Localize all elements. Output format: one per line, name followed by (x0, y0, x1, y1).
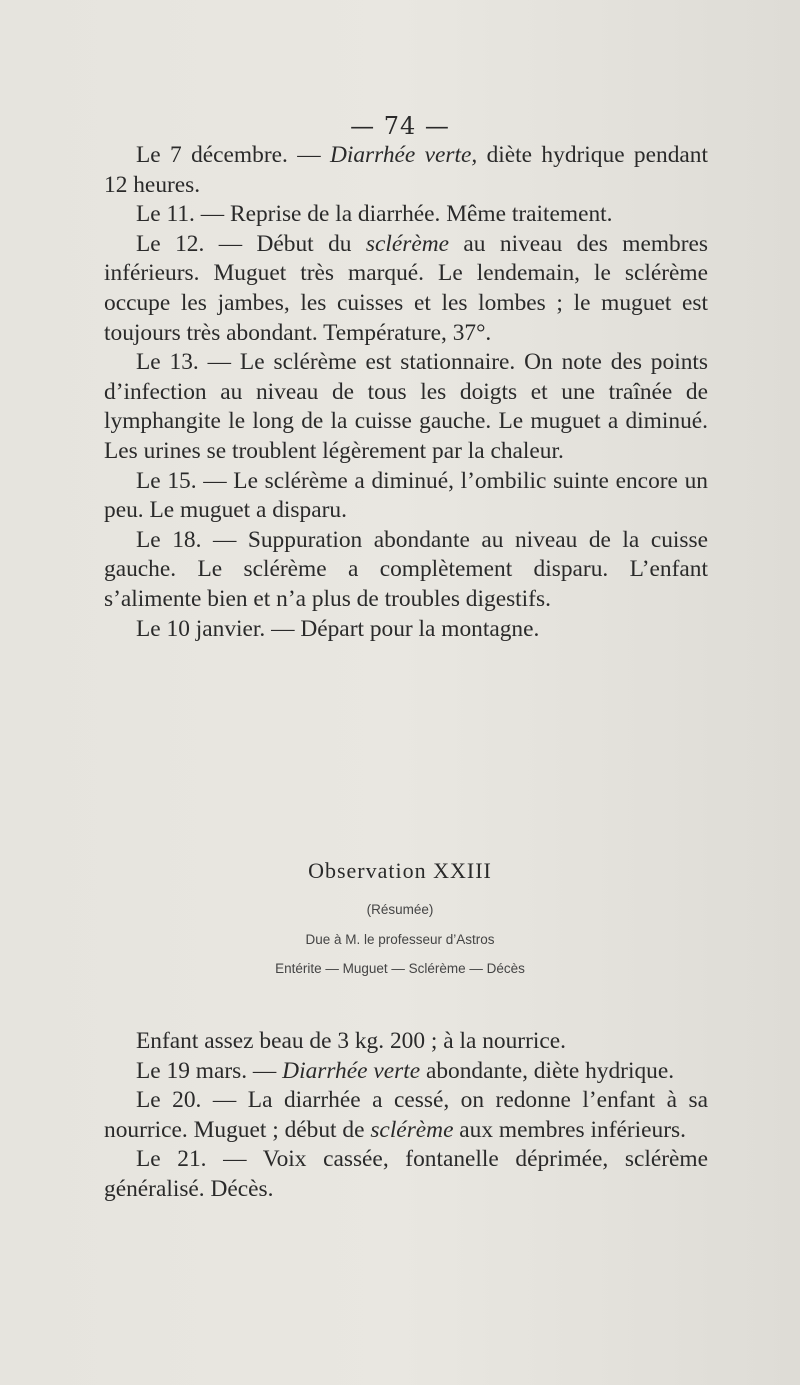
paragraph: Le 15. — Le sclérème a diminué, l’ombilic suinte encore un peu. Le muguet a disparu. (104, 467, 708, 524)
case-log-continued (104, 141, 708, 644)
paragraph-text: diète hydrique pendant 12 heures. (104, 142, 708, 198)
date-text: Le 19 mars. — (136, 1057, 283, 1084)
observation-credit: Due à M. le professeur d’Astros (305, 932, 495, 947)
paragraph: Le 13. — Le sclérème est stationnaire. On note des points d’infection au niveau de tous les doigts et une traînée de lymphangite le long de la cuisse gauche. Le muguet a diminué. Les urines se troublent légèrement par la chaleur. (104, 349, 708, 464)
paragraph (104, 141, 708, 200)
date-text: Le 20. — La diarrhée a cessé, on redonne l’enfant à sa nourrice. Muguet ; début de (104, 1087, 708, 1143)
paragraph (104, 1086, 708, 1145)
paragraph: Enfant assez beau de 3 kg. 200 ; à la nourrice. (136, 1028, 566, 1054)
page-number: — 74 — (350, 112, 450, 140)
paragraph (104, 230, 708, 348)
paragraph: Le 10 janvier. — Départ pour la montagne. (136, 615, 540, 642)
emphasis-text: Diarrhée verte, (329, 142, 478, 168)
date-text: Le 7 décembre. — (136, 142, 330, 168)
emphasis-text: sclérème (370, 1116, 454, 1143)
emphasis-text: sclérème (365, 230, 450, 257)
paragraph: Le 18. — Suppuration abondante au niveau de la cuisse gauche. Le sclérème a complètement disparu. L’enfant s’alimente bien et n’a plus de troubles digestifs. (104, 526, 708, 612)
paragraph-text: abondante, diète hydrique. (420, 1057, 675, 1084)
paragraph: Le 21. — Voix cassée, fontanelle déprimée, sclérème généralisé. Décès. (104, 1146, 708, 1202)
observation-keywords: Entérite — Muguet — Sclérème — Décès (275, 961, 525, 976)
date-text: Le 12. — Début du (136, 230, 366, 257)
observation-body (104, 1027, 708, 1205)
paragraph (104, 1057, 708, 1087)
observation-summary: (Résumée) (366, 902, 434, 917)
paragraph-text: aux membres inférieurs. (453, 1116, 686, 1143)
emphasis-text: Diarrhée verte (282, 1057, 421, 1084)
paragraph: Le 11. — Reprise de la diarrhée. Même traitement. (136, 201, 613, 228)
paragraph-text: au niveau des membres inférieurs. Muguet très marqué. Le lendemain, le sclérème occupe les jambes, les cuisses et les lombes ; le muguet est toujours très abondant. Température, 37°. (104, 230, 708, 346)
observation-title: Observation XXIII (308, 858, 492, 883)
